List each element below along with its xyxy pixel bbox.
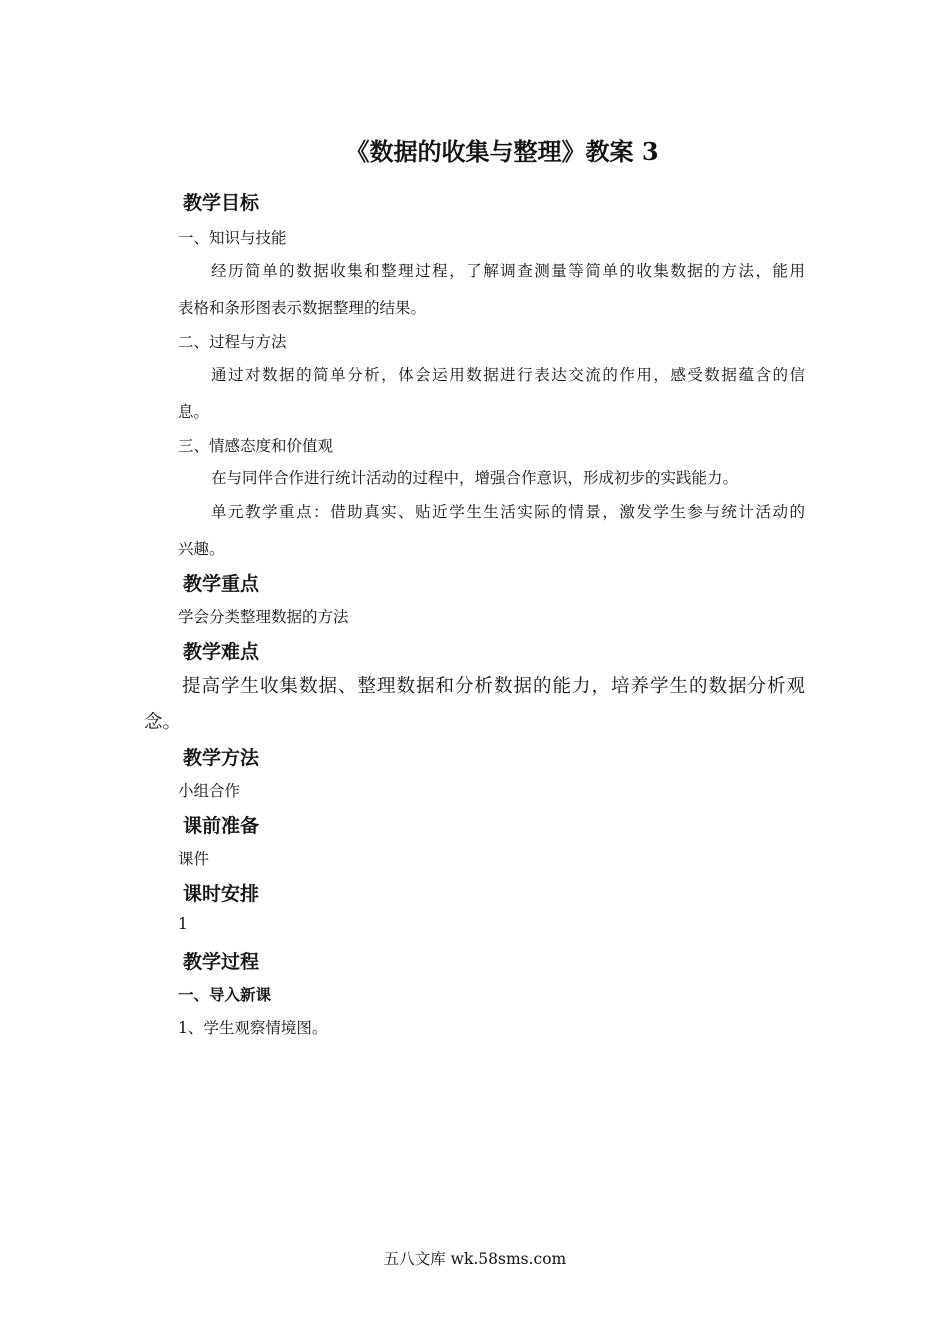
knowledge-skills-label: 一、知识与技能 [178,229,287,247]
process-method-text-line2: 息。 [178,403,210,421]
emotion-values-text: 在与同伴合作进行统计活动的过程中，增强合作意识，形成初步的实践能力。 [211,469,739,487]
document-title: 《数据的收集与整理》教案 3 [345,137,659,166]
preparation-text: 课件 [178,850,210,868]
difficulties-text-line2: 念。 [144,712,182,733]
process-sub-heading: 一、导入新课 [178,986,272,1004]
process-method-label: 二、过程与方法 [178,333,287,351]
section-heading-process: 教学过程 [183,951,260,973]
footer-watermark: 五八文库 wk.58sms.com [383,1250,567,1268]
section-heading-schedule: 课时安排 [183,883,260,905]
process-method-text-line1: 通过对数据的简单分析，体会运用数据进行表达交流的作用，感受数据蕴含的信 [211,366,805,384]
section-heading-method: 教学方法 [183,747,260,769]
emotion-values-label: 三、情感态度和价值观 [178,437,334,455]
method-text: 小组合作 [178,782,241,800]
knowledge-skills-text-line1: 经历简单的数据收集和整理过程，了解调查测量等简单的收集数据的方法，能用 [211,262,805,280]
section-heading-preparation: 课前准备 [183,815,260,837]
section-heading-key-points: 教学重点 [183,573,260,595]
section-heading-difficulties: 教学难点 [183,641,260,663]
difficulties-text-line1: 提高学生收集数据、整理数据和分析数据的能力，培养学生的数据分析观 [182,676,805,697]
unit-focus-text-line1: 单元教学重点：借助真实、贴近学生生活实际的情景，激发学生参与统计活动的 [211,503,805,521]
section-heading-objectives: 教学目标 [183,192,260,214]
process-step-1: 1、学生观察情境图。 [178,1019,328,1037]
knowledge-skills-text-line2: 表格和条形图表示数据整理的结果。 [178,299,427,317]
schedule-text: 1 [178,915,188,933]
key-points-text: 学会分类整理数据的方法 [178,608,349,626]
unit-focus-text-line2: 兴趣。 [178,540,225,558]
